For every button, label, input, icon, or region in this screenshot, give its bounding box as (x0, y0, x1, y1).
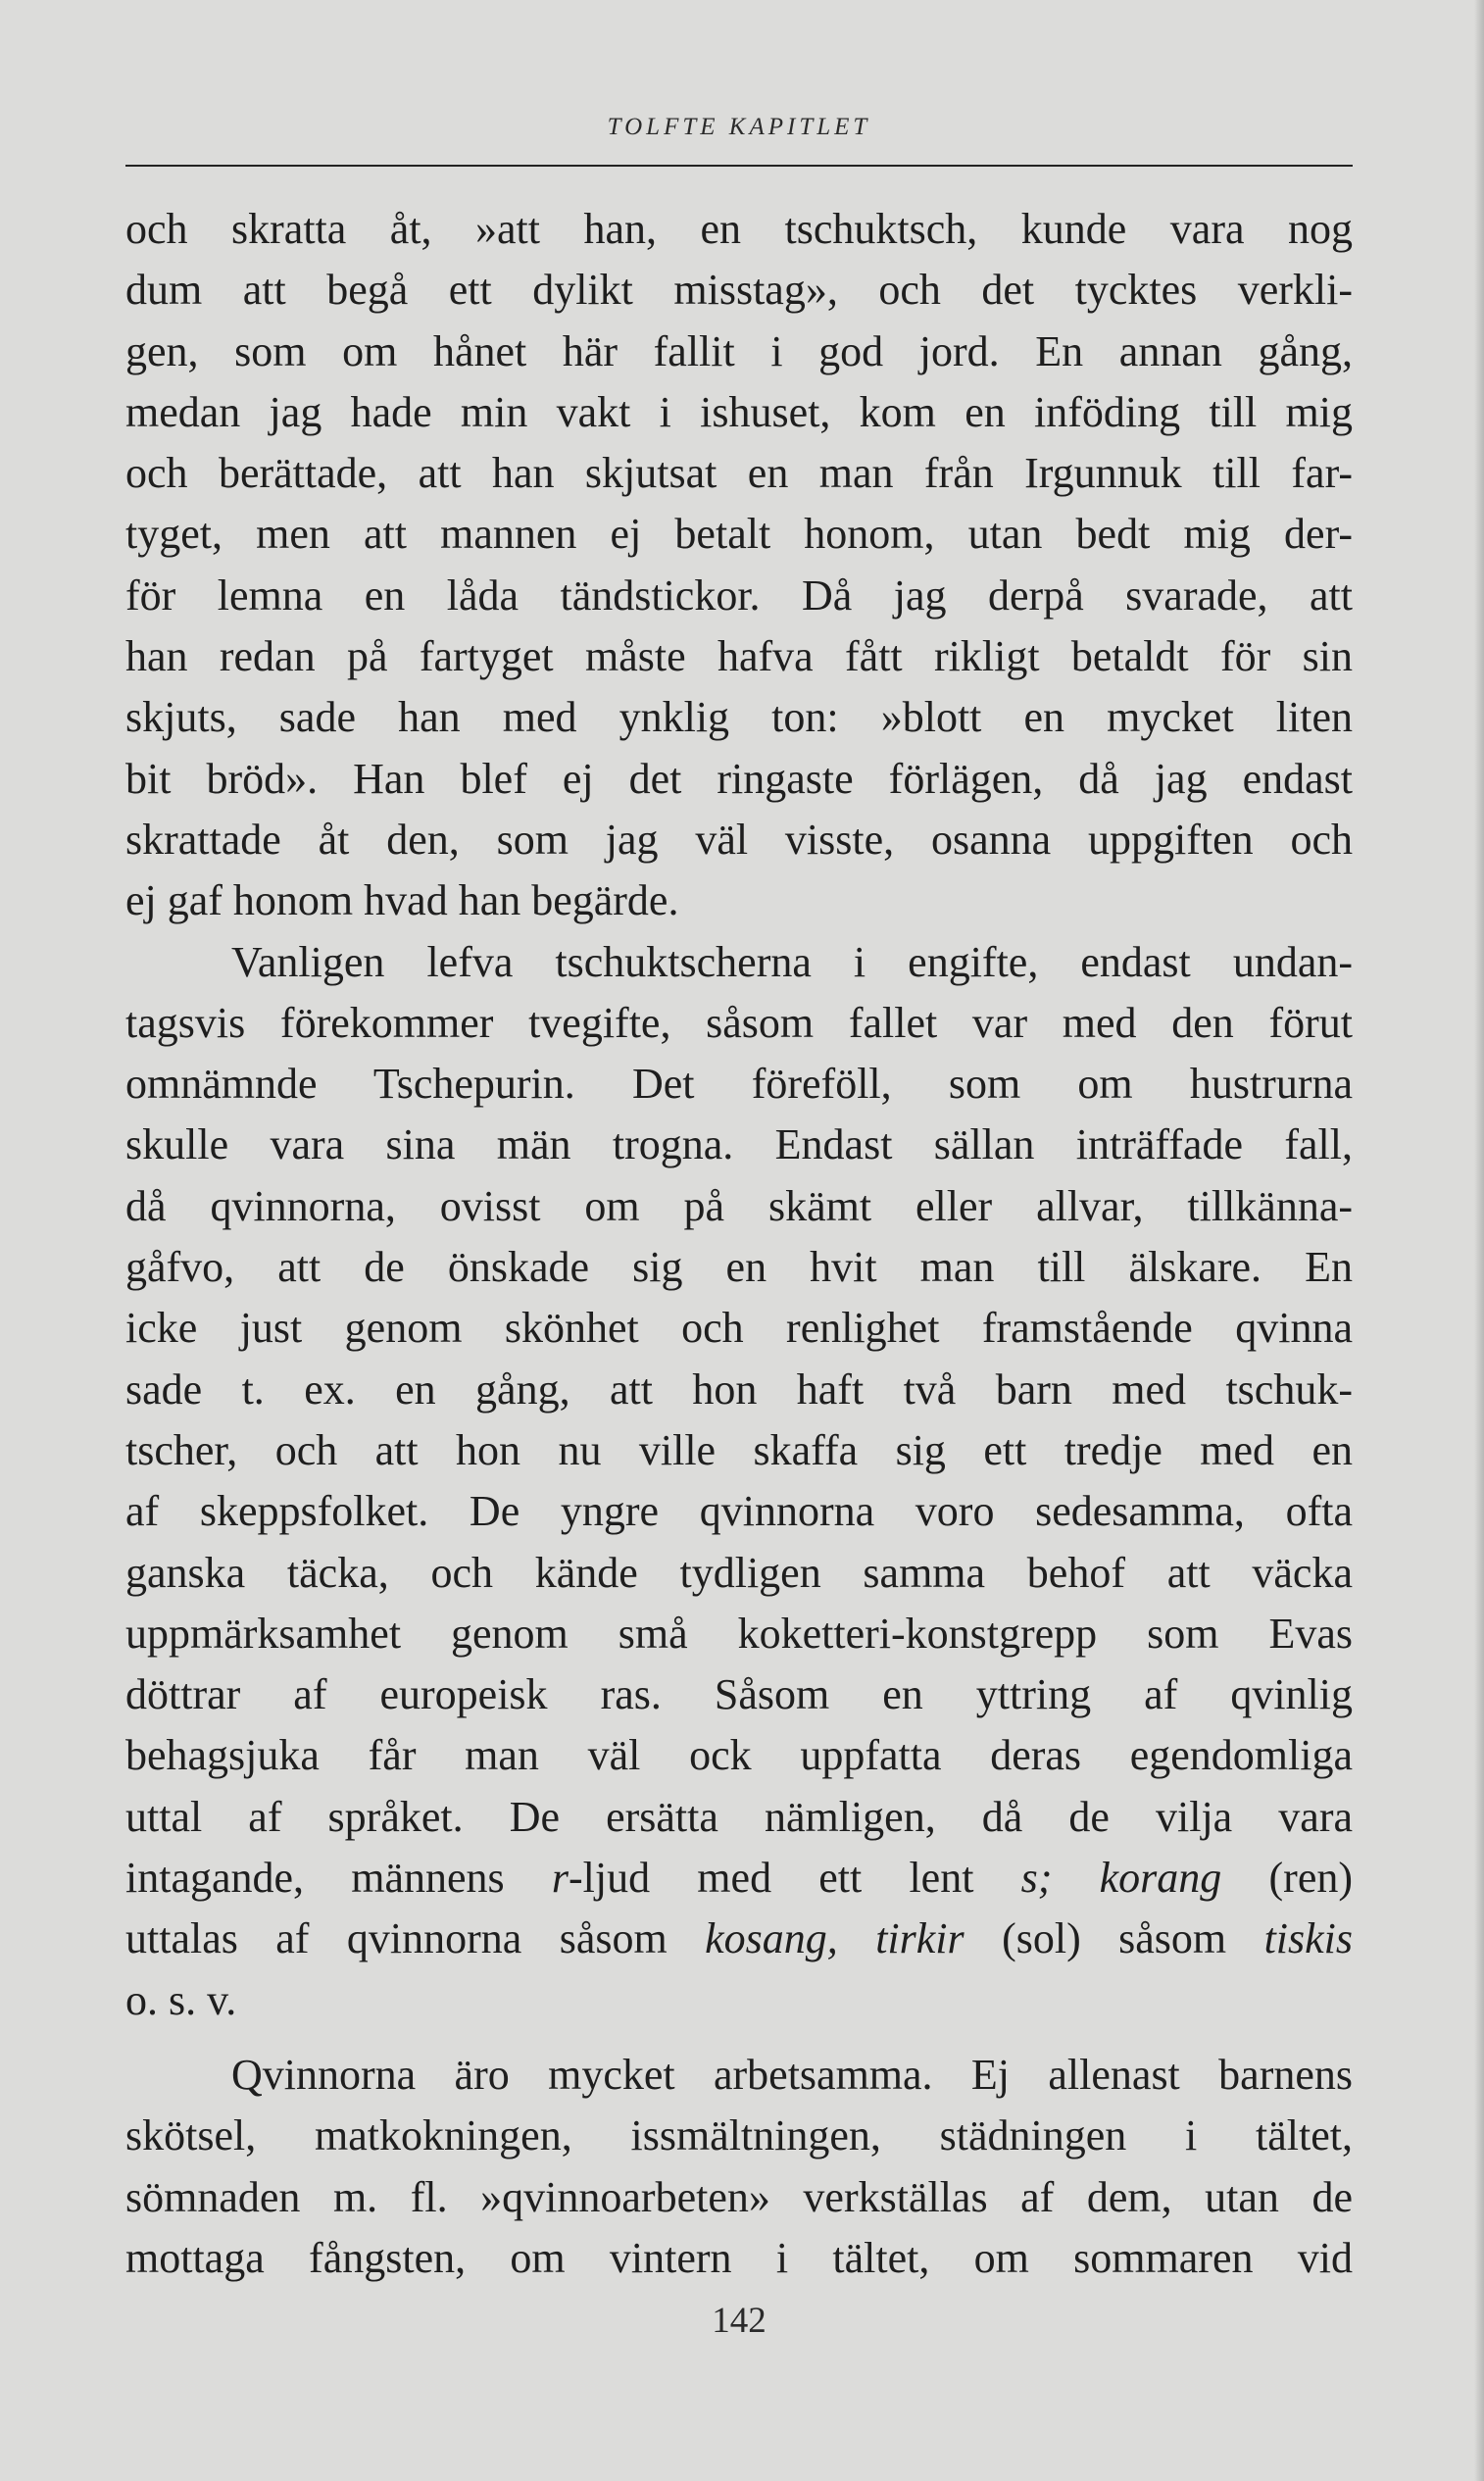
text-line: och berättade, att han skjutsat en man från Irgunnuk till far- (125, 449, 1353, 498)
text-line-r-sound (125, 1848, 1353, 1909)
italic-term: korang (1099, 1854, 1222, 1903)
page-edge-shadow (1474, 0, 1484, 2481)
text-line: skjuts, sade han med ynklig ton: »blott en mycket liten (125, 693, 1353, 742)
italic-term: s; (1020, 1854, 1053, 1903)
text-line: o. s. v. (125, 1975, 237, 2024)
text-line: mottaga fångsten, om vintern i tältet, om sommaren vid (125, 2233, 1353, 2282)
text-line: af skeppsfolket. De yngre qvinnorna voro sedesamma, ofta (125, 1487, 1353, 1536)
header-rule (125, 165, 1353, 167)
text-line: sade t. ex. en gång, att hon haft två barn med tschuk- (125, 1365, 1353, 1414)
text-line: och skratta åt, »att han, en tschuktsch, kunde vara nog (125, 205, 1353, 253)
running-header: TOLFTE KAPITLET (607, 114, 871, 140)
text-line: medan jag hade min vakt i ishuset, kom en inföding till mig (125, 387, 1353, 436)
text-run: intagande, männens (125, 1854, 552, 1903)
text-line: skulle vara sina män trogna. Endast sällan inträffade fall, (125, 1120, 1353, 1169)
text-line: icke just genom skönhet och renlighet framstående qvinna (125, 1304, 1353, 1353)
text-line: tagsvis förekommer tvegifte, såsom fallet var med den förut (125, 998, 1353, 1047)
text-line: behagsjuka får man väl ock uppfatta deras egendomliga (125, 1731, 1353, 1780)
text-run: -ljud med ett lent (569, 1854, 1021, 1903)
text-line: tscher, och att hon nu ville skaffa sig ett tredje med en (125, 1425, 1353, 1474)
text-line-kosang (125, 1909, 1353, 1969)
text-run: (sol) såsom (1002, 1914, 1227, 1963)
text-line: tyget, men att mannen ej betalt honom, utan bedt mig der- (125, 510, 1353, 559)
text-run: uttalas af qvinnorna såsom (125, 1914, 706, 1963)
text-line: skrattade åt den, som jag väl visste, osanna uppgiften och (125, 815, 1353, 864)
text-line: dum att begå ett dylikt misstag», och det tycktes verkli- (125, 266, 1353, 315)
text-line: Vanligen lefva tschuktscherna i engifte, endast undan- (231, 937, 1353, 986)
text-line: han redan på fartyget måste hafva fått rikligt betaldt för sin (125, 632, 1353, 681)
text-line: skötsel, matkokningen, issmältningen, städningen i tältet, (125, 2111, 1353, 2160)
text-line: sömnaden m. fl. »qvinnoarbeten» verkställas af dem, utan de (125, 2172, 1353, 2221)
italic-term: kosang, (705, 1914, 838, 1963)
text-line: ganska täcka, och kände tydligen samma behof att väcka (125, 1548, 1353, 1597)
text-line: uttal af språket. De ersätta nämligen, då de vilja vara (125, 1792, 1353, 1841)
text-line: bit bröd». Han blef ej det ringaste förlägen, då jag endast (125, 754, 1353, 803)
body-text (125, 199, 1353, 2289)
text-line: gen, som om hånet här fallit i god jord. En annan gång, (125, 326, 1353, 375)
page-number: 142 (712, 2301, 767, 2341)
text-line: omnämnde Tschepurin. Det föreföll, som om hustrurna (125, 1060, 1353, 1109)
text-line: för lemna en låda tändstickor. Då jag derpå svarade, att (125, 571, 1353, 620)
text-run: (ren) (1268, 1854, 1353, 1903)
text-line: döttrar af europeisk ras. Såsom en yttring af qvinlig (125, 1670, 1353, 1719)
italic-term: tirkir (875, 1914, 965, 1963)
text-line: ej gaf honom hvad han begärde. (125, 876, 679, 925)
italic-term: r (551, 1854, 569, 1903)
text-line: då qvinnorna, ovisst om på skämt eller allvar, tillkänna- (125, 1181, 1353, 1230)
text-line: Qvinnorna äro mycket arbetsamma. Ej allenast barnens (231, 2050, 1353, 2099)
italic-term: tiskis (1263, 1914, 1353, 1963)
text-line: gåfvo, att de önskade sig en hvit man till älskare. En (125, 1243, 1353, 1292)
text-line: uppmärksamhet genom små koketteri-konstgrepp som Evas (125, 1609, 1353, 1658)
